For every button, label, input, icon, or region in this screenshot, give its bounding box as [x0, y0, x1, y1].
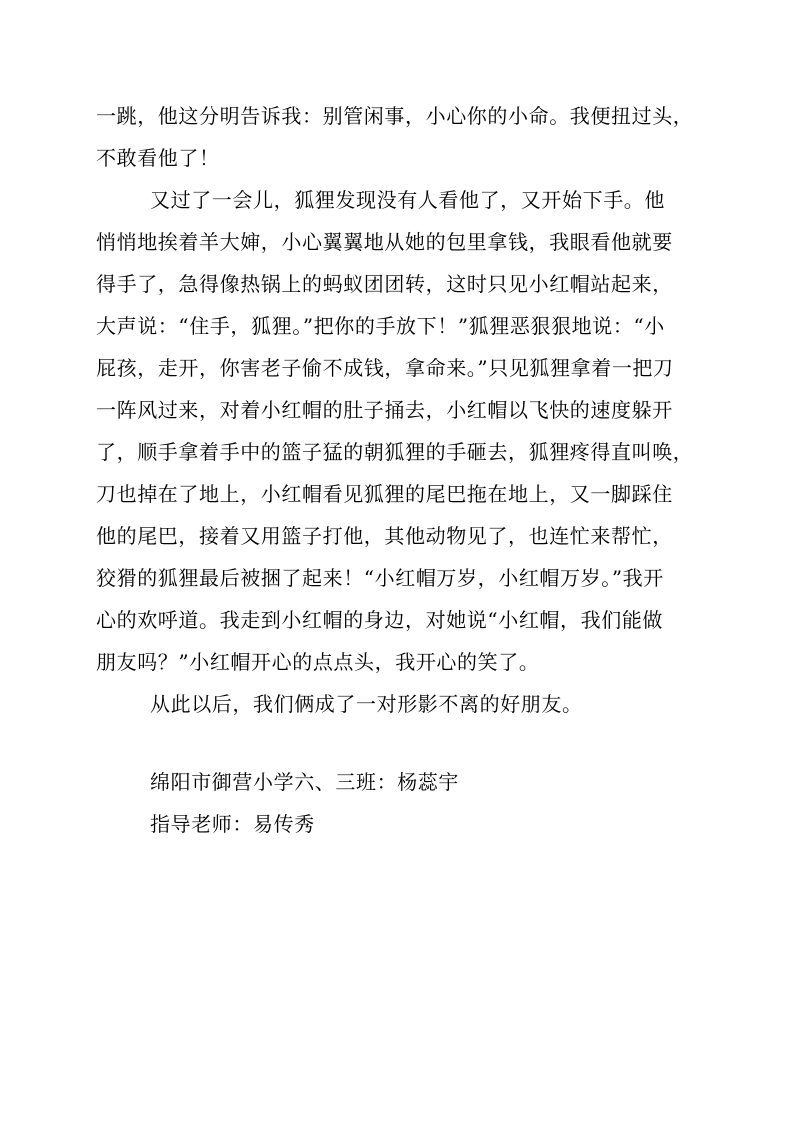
paragraph-line: 又过了一会儿，狐狸发现没有人看他了，又开始下手。他	[150, 188, 665, 212]
paragraph-line: 刀也掉在了地上，小红帽看见狐狸的尾巴拖在地上，又一脚踩住	[96, 482, 673, 506]
paragraph-line: 屁孩，走开，你害老子偷不成钱，拿命来。”只见狐狸拿着一把刀	[96, 356, 674, 380]
paragraph-line: 了，顺手拿着手中的篮子猛的朝狐狸的手砸去，狐狸疼得直叫唤，	[96, 440, 694, 464]
paragraph-line: 朋友吗？”小红帽开心的点点头，我开心的笑了。	[96, 650, 540, 674]
paragraph-line: 一跳，他这分明告诉我：别管闲事，小心你的小命。我便扭过头，	[96, 104, 694, 128]
paragraph-line: 狡猾的狐狸最后被捆了起来！“小红帽万岁，小红帽万岁。”我开	[96, 566, 664, 590]
paragraph-line: 不敢看他了！	[96, 146, 220, 170]
teacher-line: 指导老师：易传秀	[150, 812, 315, 836]
paragraph-line: 大声说：“住手，狐狸。”把你的手放下！”狐狸恶狠狠地说：“小	[96, 314, 665, 338]
author-line: 绵阳市御营小学六、三班：杨蕊宇	[150, 770, 459, 794]
paragraph-line: 他的尾巴，接着又用篮子打他，其他动物见了，也连忙来帮忙，	[96, 524, 673, 548]
paragraph-line: 从此以后，我们俩成了一对形影不离的好朋友。	[150, 692, 583, 716]
paragraph-line: 一阵风过来，对着小红帽的肚子捅去，小红帽以飞快的速度躲开	[96, 398, 673, 422]
paragraph-line: 心的欢呼道。我走到小红帽的身边，对她说“小红帽，我们能做	[96, 608, 664, 632]
paragraph-line: 悄悄地挨着羊大婶，小心翼翼地从她的包里拿钱，我眼看他就要	[96, 230, 673, 254]
paragraph-line: 得手了，急得像热锅上的蚂蚁团团转，这时只见小红帽站起来，	[96, 272, 673, 296]
